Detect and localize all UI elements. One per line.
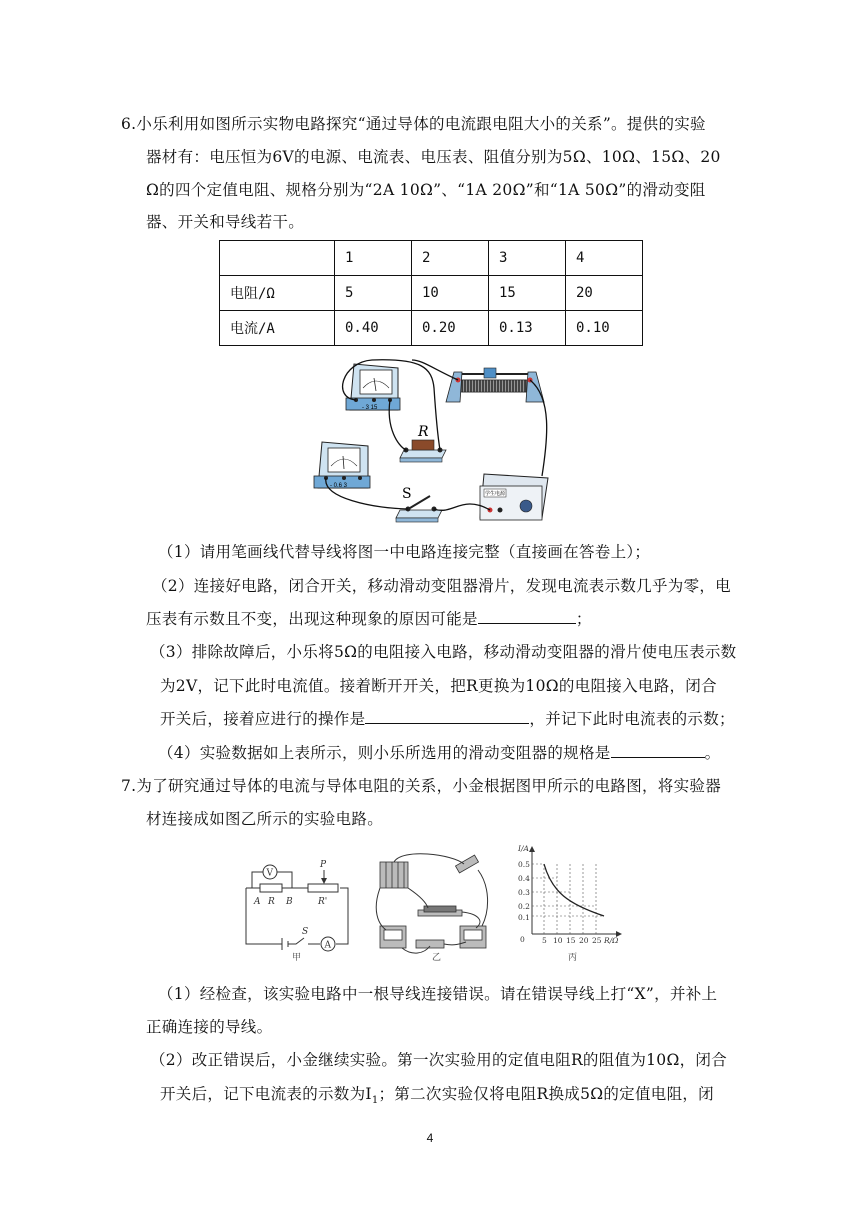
y-tick: 0.5 (518, 860, 530, 869)
q7-line-1: 7.为了研究通过导体的电流与导体电阻的关系，小金根据图甲所示的电路图，将实验器 (121, 777, 721, 795)
resistor-label: R (268, 897, 275, 907)
table-header-row (220, 241, 643, 276)
q6-line-2: 器材有：电压恒为6V的电源、电流表、电压表、阻值分别为5Ω、10Ω、15Ω、20 (146, 148, 721, 166)
ammeter-symbol: A (324, 940, 331, 951)
table-cell: 2 (412, 241, 489, 276)
q6-line-4: 器、开关和导线若干。 (146, 213, 305, 231)
y-tick: 0.2 (518, 902, 530, 911)
q6-sub2-line2 (146, 609, 592, 629)
ammeter-scale: - 0.6 3 (330, 483, 348, 489)
table-row (220, 276, 643, 311)
figure-caption-jia: 甲 (292, 953, 302, 962)
voltmeter-scale: - 3 15 (362, 405, 378, 411)
q7-sub1-line1: （1）经检查，该实验电路中一根导线连接错误。请在错误导线上打“X”，并补上 (158, 985, 718, 1003)
table-cell: 10 (412, 276, 489, 311)
rheostat-icon (446, 368, 544, 402)
ammeter-icon (314, 442, 370, 489)
q7-sub2-subscript: 1 (371, 1095, 379, 1107)
point-a-label: A (254, 897, 261, 907)
x-tick: 20 (579, 936, 589, 945)
x-axis-label: R/Ω (604, 936, 619, 945)
power-supply-icon (480, 474, 548, 520)
table-cell: 5 (335, 276, 412, 311)
q6-sub4-text: （4）实验数据如上表所示，则小乐所选用的滑动变阻器的规格是 (158, 744, 611, 762)
table-cell: 0.13 (489, 311, 566, 346)
table-cell: 0.40 (335, 311, 412, 346)
slider-label: P (320, 860, 327, 870)
switch-label: S (302, 927, 309, 937)
q6-line-1: 6.小乐利用如图所示实物电路探究“通过导体的电流跟电阻大小的关系”。提供的实验 (121, 115, 706, 133)
q6-sub1: （1）请用笔画线代替导线将图一中电路连接完整（直接画在答卷上）； (158, 543, 651, 561)
y-axis-label: I/A (518, 844, 529, 853)
table-cell: 4 (566, 241, 643, 276)
answer-blank[interactable] (611, 743, 705, 758)
q7-sub2-line1: （2）改正错误后，小金继续实验。第一次实验用的定值电阻R的阻值为10Ω，闭合 (150, 1051, 728, 1069)
circuit-diagram-jia (240, 856, 358, 962)
q6-sub3-text-b: ，并记下此时电流表的示数； (529, 710, 735, 728)
data-table (219, 240, 643, 346)
figure-caption-bing: 丙 (568, 953, 578, 963)
table-row (220, 311, 643, 346)
switch-icon (396, 486, 442, 522)
q6-sub2-line1: （2）连接好电路，闭合开关，移动滑动变阻器滑片，发现电流表示数几乎为零，电 (152, 577, 731, 595)
q6-sub3-line2: 为2V，记下此时电流值。接着断开开关，把R更换为10Ω的电阻接入电路，闭合 (160, 677, 717, 695)
voltmeter-icon (346, 364, 400, 411)
rheostat-label: R' (318, 897, 328, 907)
resistor-label: R (418, 424, 429, 440)
q7-sub2-text-a: 开关后，记下电流表的示数为I (160, 1085, 372, 1103)
origin-label: 0 (520, 935, 525, 944)
circuit-figure (312, 358, 554, 526)
x-tick: 10 (553, 936, 563, 945)
q6-sub3-line3 (160, 709, 735, 729)
answer-blank[interactable] (478, 609, 576, 624)
point-b-label: B (286, 897, 293, 907)
y-tick: 0.4 (518, 874, 530, 883)
q6-sub3-line1: （3）排除故障后，小乐将5Ω的电阻接入电路，移动滑动变阻器的滑片使电压表示数 (150, 643, 737, 661)
y-tick: 0.1 (518, 913, 530, 922)
table-cell: 3 (489, 241, 566, 276)
q6-sub4-end: 。 (704, 744, 721, 762)
q6-sub3-text-a: 开关后，接着应进行的操作是 (160, 710, 366, 728)
q7-sub1-line2: 正确连接的导线。 (146, 1018, 273, 1036)
table-cell: 电流/A (220, 311, 335, 346)
x-tick: 25 (592, 936, 602, 945)
table-cell (220, 241, 335, 276)
ir-curve (544, 864, 604, 916)
q6-sub2-end: ； (575, 610, 592, 628)
answer-blank[interactable] (365, 709, 529, 724)
q6-line-3: Ω的四个定值电阻、规格分别为“2A 10Ω”、“1A 20Ω”和“1A 50Ω”的滑动变阻 (146, 181, 706, 199)
q7-line-2: 材连接成如图乙所示的实验电路。 (146, 810, 384, 828)
switch-label: S (402, 486, 412, 502)
table-cell: 0.20 (412, 311, 489, 346)
y-tick: 0.3 (518, 888, 530, 897)
q7-sub2-line2 (160, 1084, 714, 1111)
power-supply-label: 学生电源 (485, 491, 506, 497)
x-tick: 15 (566, 936, 576, 945)
q7-sub2-text-b: ；第二次实验仅将电阻R换成5Ω的定值电阻，闭 (378, 1085, 714, 1103)
q6-sub4 (158, 743, 720, 763)
figure-caption-yi: 乙 (432, 953, 442, 962)
ir-graph-bing (512, 842, 630, 966)
table-cell: 20 (566, 276, 643, 311)
table-cell: 电阻/Ω (220, 276, 335, 311)
table-cell: 0.10 (566, 311, 643, 346)
x-tick: 5 (542, 936, 547, 945)
table-cell: 15 (489, 276, 566, 311)
page-number: 4 (426, 1131, 434, 1145)
voltmeter-symbol: V (266, 868, 273, 879)
q6-sub2-text: 压表有示数且不变，出现这种现象的原因可能是 (146, 610, 478, 628)
physical-setup-yi (372, 850, 500, 962)
table-cell: 1 (335, 241, 412, 276)
